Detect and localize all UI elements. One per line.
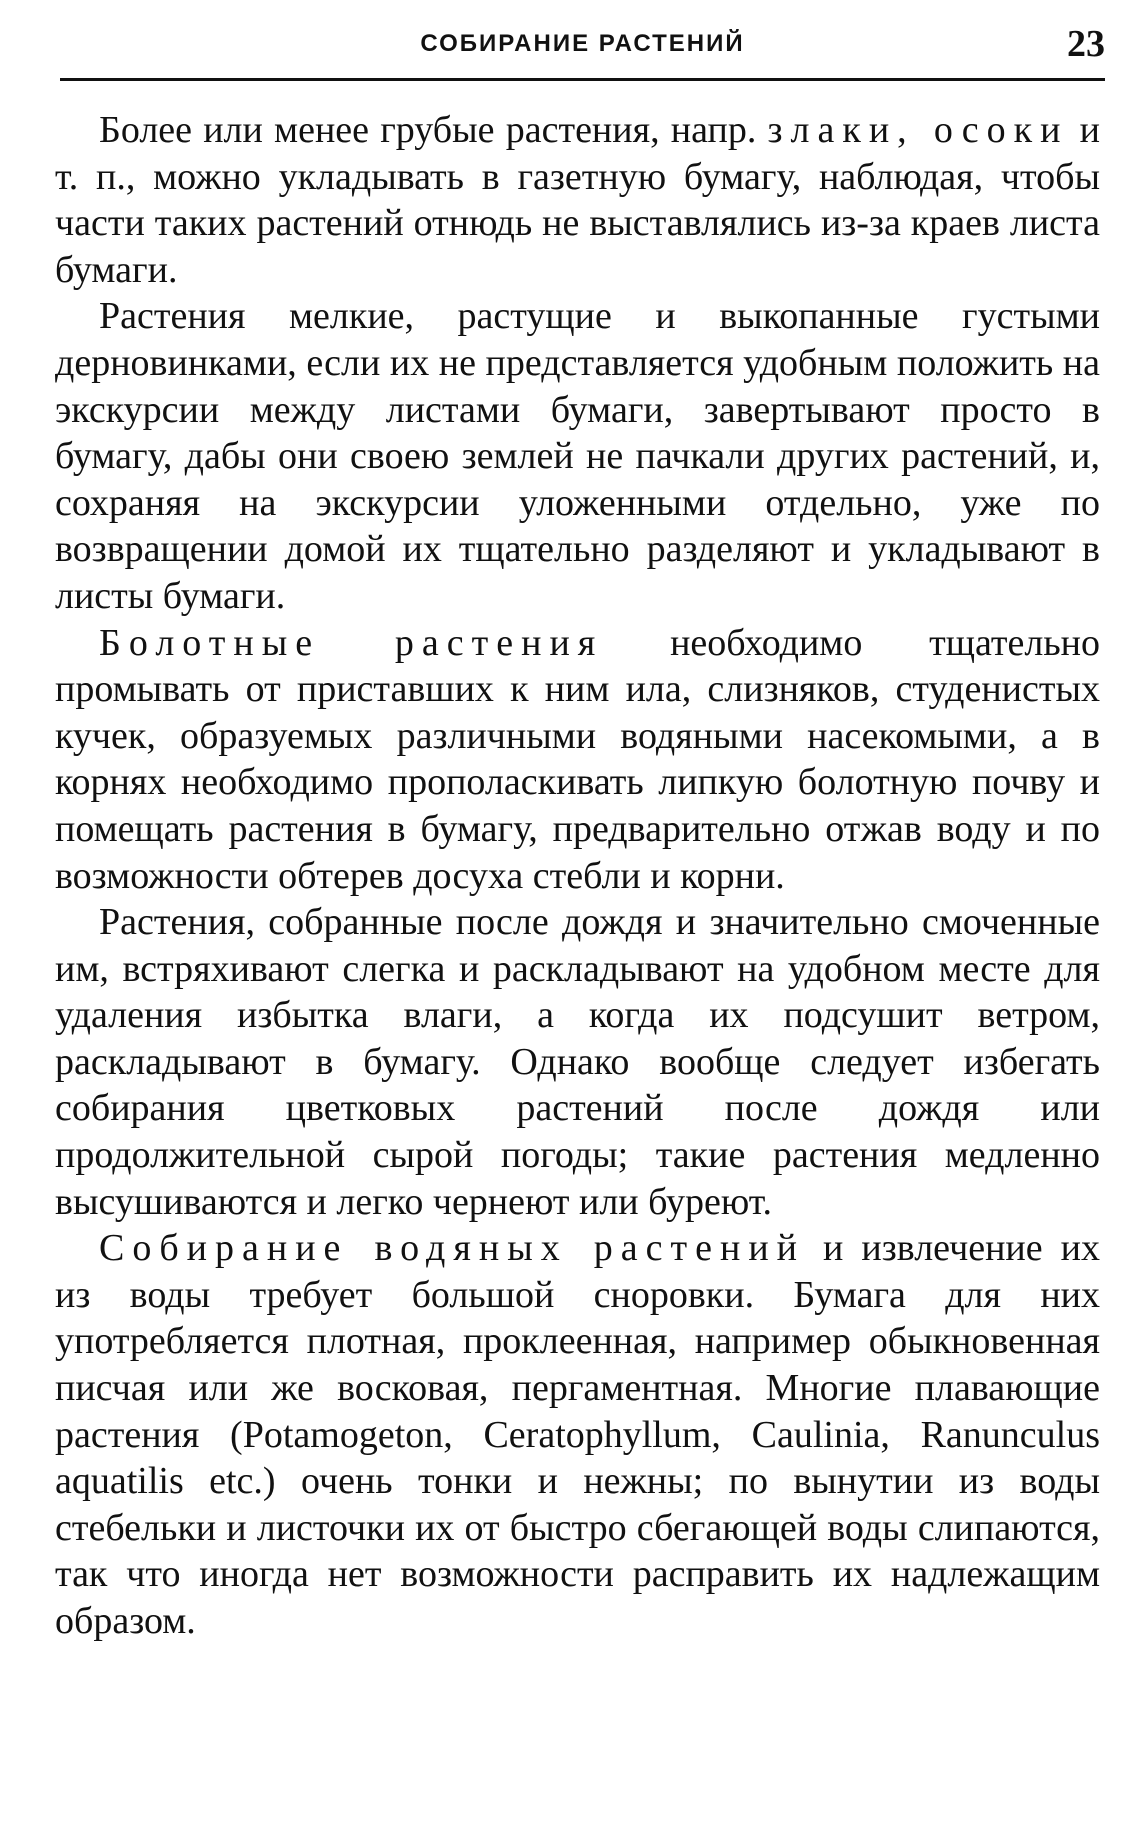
running-title: СОБИРАНИЕ РАСТЕНИЙ <box>420 30 745 57</box>
paragraph-text: Растения мелкие, растущие и выкопанные густыми дерновинками, если их не представляется удобным положить на экскурсии между листами бумаги, завертывают просто в бумагу, дабы они своею землей не пачкали других растений, и, сохраняя на экскурсии уложенными отдельно, уже по возвращении домой их тщательно разделяют и укладывают в листы бумаги. <box>55 295 1100 617</box>
page-number: 23 <box>1067 23 1105 65</box>
paragraph-text: и извлечение их из воды требует большой сноровки. Бумага для них употребляется плотная, проклеенная, например обыкновенная писчая или же восковая, пергаментная. Многие плавающие растения (Potamogeton, Ceratophyllum, Caulinia, Ranunculus aquatilis etc.) очень тонки и нежны; по вынутии из воды стебельки и листочки их от быстро сбегающей воды слипаются, так что иногда нет возможности расправить их надлежащим образом. <box>55 1227 1100 1642</box>
running-head <box>60 22 1105 82</box>
paragraph-lead: Более или менее грубые растения, напр. <box>99 109 768 151</box>
paragraph-5 <box>55 1225 1100 1644</box>
paragraph-text: Растения, собранные после дождя и значительно смоченные им, встряхивают слегка и раскладывают на удобном месте для удаления избытка влаги, а когда их подсушит ветром, раскладывают в бумагу. Однако вообще следует избегать собирания цветковых растений после дождя или продолжительной сырой погоды; такие растения медленно высушиваются и легко чернеют или буреют. <box>55 901 1100 1223</box>
spaced-emphasis: Собирание водяных растений <box>99 1227 805 1270</box>
spaced-emphasis: Болотные растения <box>99 621 604 664</box>
body-text <box>55 107 1100 1645</box>
spaced-emphasis: злаки, осоки <box>767 109 1069 151</box>
header-rule <box>60 78 1105 81</box>
paragraph-text: и т. п., можно укладывать в газетную бумагу, наблюдая, чтобы части таких растений отнюдь не выставлялись из-за краев листа бумаги. <box>55 109 1100 291</box>
paragraph-1 <box>55 107 1100 293</box>
paragraph-2 <box>55 293 1100 619</box>
paragraph-3 <box>55 620 1100 900</box>
paragraph-4 <box>55 899 1100 1225</box>
paragraph-text: необходимо тщательно промывать от приставших к ним ила, слизняков, студенистых кучек, образуемых различными водяными насекомыми, а в корнях необходимо прополаскивать липкую болотную почву и помещать растения в бумагу, предварительно отжав воду и по возможности обтерев досуха стебли и корни. <box>55 621 1100 897</box>
